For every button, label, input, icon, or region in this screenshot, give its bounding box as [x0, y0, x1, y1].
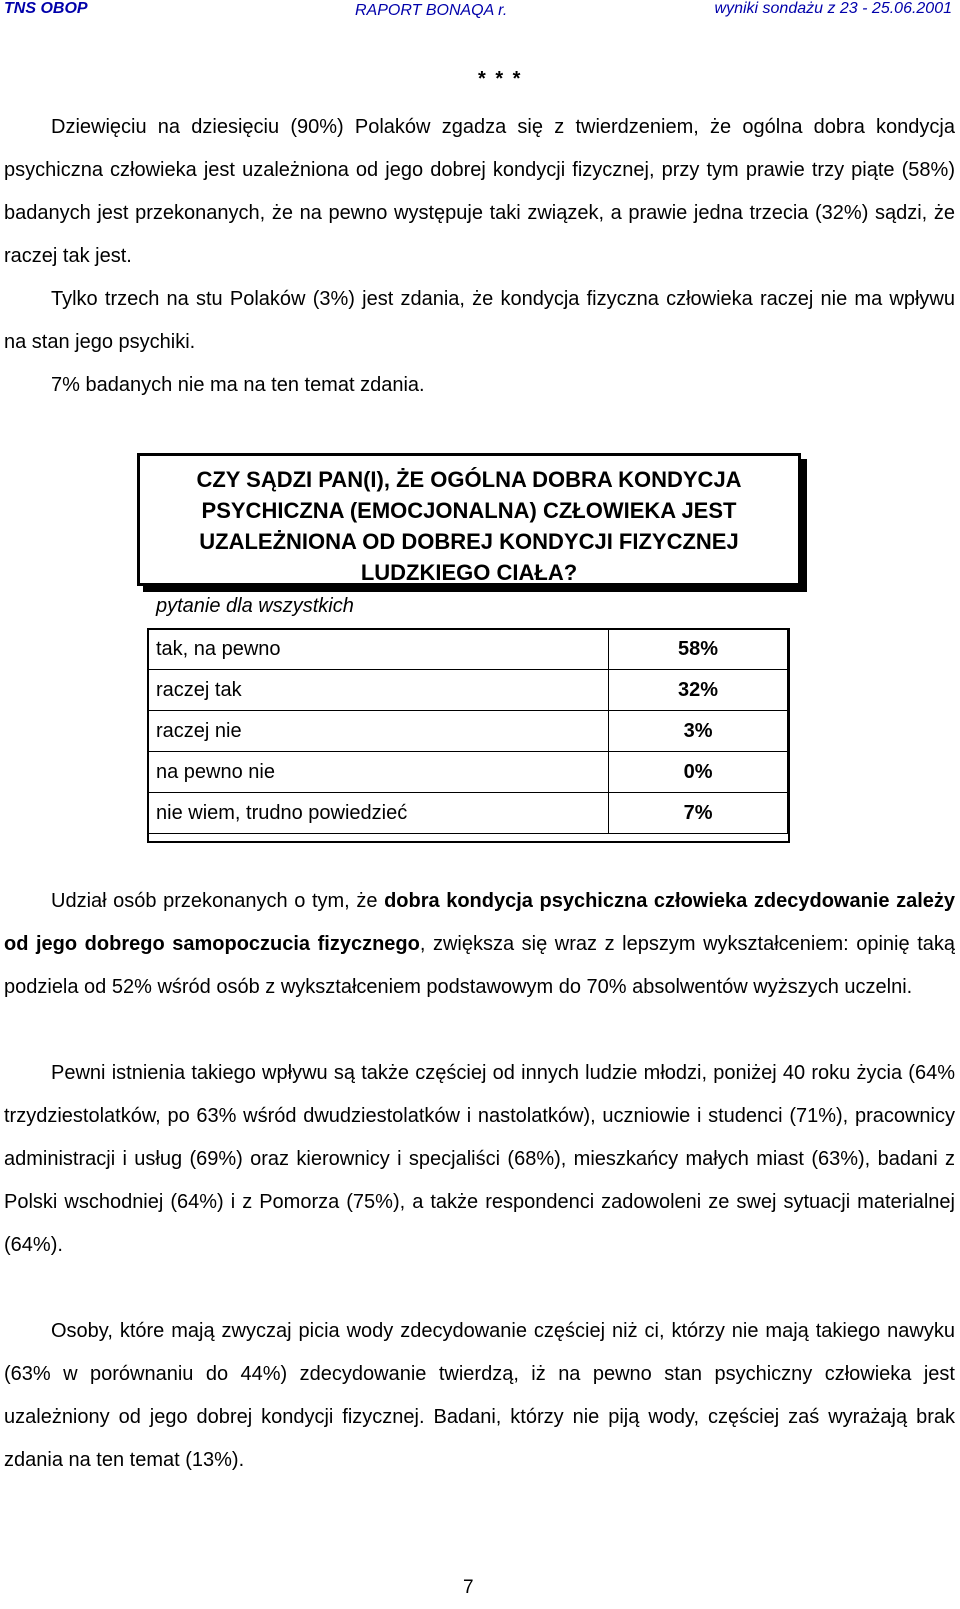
question-box — [137, 453, 801, 586]
page-header — [0, 0, 960, 40]
answer-value: 32% — [609, 670, 788, 711]
header-survey-date: wyniki sondażu z 23 - 25.06.2001 — [714, 0, 952, 17]
body-paragraph-education — [4, 880, 955, 1009]
question-note: pytanie dla wszystkich — [156, 595, 354, 617]
body-bold-text: dobra kondycja psychiczna człowieka zdecydowanie zależy od jego dobrego samopoczucia fizycznego — [4, 890, 956, 955]
body-text: Udział osób przekonanych o tym, że — [51, 890, 385, 912]
answer-value: 7% — [609, 793, 788, 834]
header-org: TNS OBOP — [4, 0, 88, 17]
answer-label: nie wiem, trudno powiedzieć — [148, 793, 609, 834]
table-row — [148, 670, 788, 711]
answer-value: 58% — [609, 629, 788, 670]
table-row — [148, 752, 788, 793]
answer-label: tak, na pewno — [148, 629, 609, 670]
header-report-title: RAPORT BONAQA r. — [355, 2, 508, 19]
answer-value: 0% — [609, 752, 788, 793]
body-paragraph-water: Osoby, które mają zwyczaj picia wody zdecydowanie częściej niż ci, którzy nie mają takiego nawyku (63% w porównaniu do 44%) zdecydowanie twierdzą, iż na pewno stan psychiczny człowieka jest uzależniony od jego dobrej kondycji fizycznej. Badani, którzy nie piją wody, częściej zaś wyrażają brak zdania na ten temat (13%). — [4, 1320, 955, 1471]
answer-label: raczej nie — [148, 711, 609, 752]
answer-label: na pewno nie — [148, 752, 609, 793]
answer-label: raczej tak — [148, 670, 609, 711]
results-table — [147, 628, 788, 834]
table-row — [148, 711, 788, 752]
body-paragraph-groups: Pewni istnienia takiego wpływu są także częściej od innych ludzie młodzi, poniżej 40 roku życia (64% trzydziestolatków, po 63% wśród dwudziestolatków i nastolatków), uczniowie i studenci (71%), pracownicy administracji i usług (69%) oraz kierownicy i specjaliści (68%), mieszkańcy małych miast (63%), badani z Polski wschodniej (64%) i z Pomorza (75%), a także respondenci zadowoleni ze swej sytuacji materialnej (64%). — [4, 1062, 955, 1256]
body-text: , zwiększa się wraz z lepszym wykształceniem: opinię taką podziela od 52% wśród osób z wykształceniem podstawowym do 70% absolwentów wyższych uczelni. — [4, 933, 955, 998]
intro-paragraph-2: Tylko trzech na stu Polaków (3%) jest zdania, że kondycja fizyczna człowieka raczej nie ma wpływu na stan jego psychiki. — [4, 288, 955, 353]
page-number: 7 — [463, 1577, 474, 1598]
question-text: CZY SĄDZI PAN(I), ŻE OGÓLNA DOBRA KONDYCJA PSYCHICZNA (EMOCJONALNA) CZŁOWIEKA JEST UZALEŻNIONA OD DOBREJ KONDYCJI FIZYCZNEJ LUDZKIEGO CIAŁA? — [196, 467, 742, 585]
section-separator: * * * — [478, 68, 523, 90]
table-row — [148, 793, 788, 834]
answer-value: 3% — [609, 711, 788, 752]
intro-paragraph-1: Dziewięciu na dziesięciu (90%) Polaków zgadza się z twierdzeniem, że ogólna dobra kondycja psychiczna człowieka jest uzależniona od jego dobrej kondycji fizycznej, przy tym prawie trzy piąte (58%) badanych jest przekonanych, że na pewno występuje taki związek, a prawie jedna trzecia (32%) sądzi, że raczej tak jest. — [4, 116, 955, 267]
table-row — [148, 629, 788, 670]
intro-paragraph-3: 7% badanych nie ma na ten temat zdania. — [51, 374, 425, 396]
